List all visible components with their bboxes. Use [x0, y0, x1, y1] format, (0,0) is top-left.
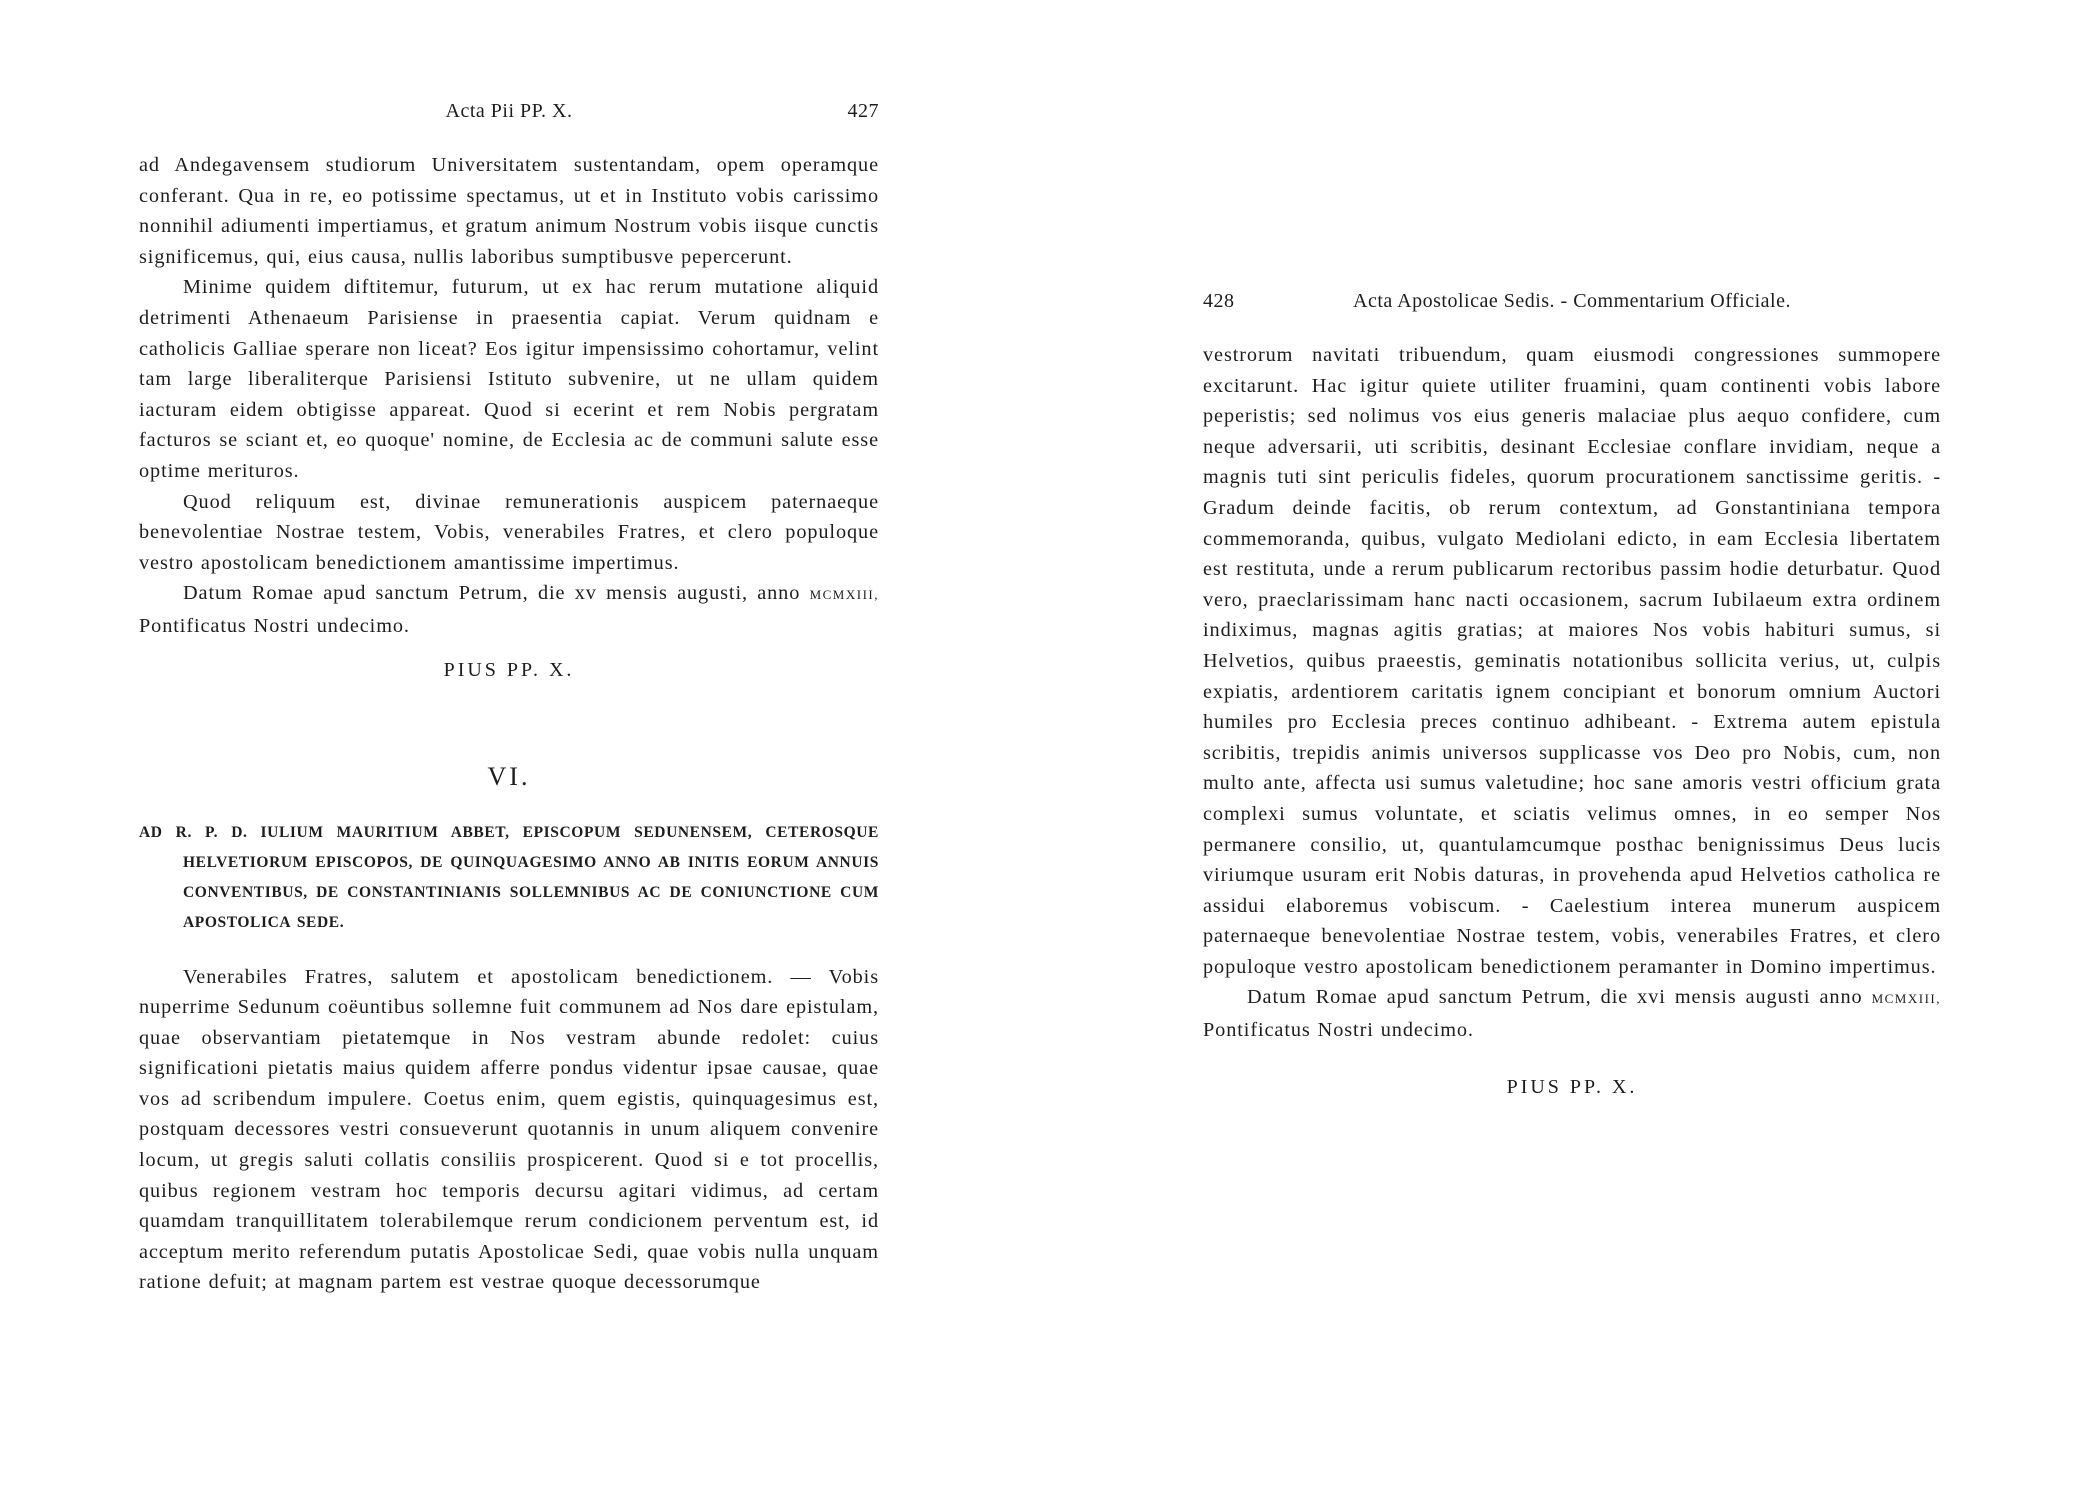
right-running-title: Acta Apostolicae Sedis. - Commentarium Officiale. — [1353, 290, 1791, 312]
letter-text: Venerabiles Fratres, salutem et apostolicam benedictionem. — Vobis nuperrime Sedunum coëuntibus sollemne fuit communem ad Nos dare epistulam, quae observantiam pietatemque in Nos vestram abunde redolet: cuius significationi pietatis maius quidem afferre pondus videntur ipsae causae, quae vos ad scribendum impulere. Coetus enim, quem egistis, quinquagesimus est, postquam decessores vestri consueverunt quotannis in unum aliquem convenire locum, ut gregis saluti collatis consiliis prospicerent. Quod si e tot procellis, quibus regionem vestram hoc temporis decursu agitari vidimus, ad certam quamdam tranquillitatem tolerabilemque rerum condicionem perventum est, id acceptum merito referendum putatis Apostolicae Sedi, quae vobis nulla unquam ratione defuit; at magnam partem est vestrae quoque decessorumque — [139, 965, 879, 1294]
left-paragraph-2: Minime quidem diftitemur, futurum, ut ex hac rerum mutatione aliquid detrimenti Athenaeum Parisiense in praesentia capiat. Verum quidnam e catholicis Galliae sperare non liceat? Eos igitur impensissimo cohortamur, velint tam large liberaliterque Parisiensi Istituto subvenire, ut ne ullam quidem iacturam eidem obtigisse appareat. Quod si ecerint et rem Nobis pergratam facturos se sciant et, eo quoque' nomine, de Ecclesia ac de communi salute esse optime merituros. — [139, 276, 879, 482]
right-page-number: 428 — [1203, 290, 1235, 312]
left-signature: PIUS PP. X. — [443, 658, 575, 681]
left-page — [139, 100, 879, 1298]
left-datum-text: Datum Romae apud sanctum Petrum, die xv mensis augusti, anno — [183, 582, 801, 605]
right-datum-text: Datum Romae apud sanctum Petrum, die xvi mensis augusti anno — [1247, 986, 1863, 1009]
right-running-head — [1203, 290, 1941, 320]
left-paragraph-3: Quod reliquum est, divinae remunerationis auspicem paternaeque benevolentiae Nostrae testem, Vobis, venerabiles Fratres, et clero populoque vestro apostolicam benedictionem amantissime impertimus. — [139, 490, 879, 574]
right-page — [1203, 290, 1941, 1099]
left-running-title: Acta Pii PP. X. — [445, 100, 573, 122]
left-datum-rest: Pontificatus Nostri undecimo. — [139, 614, 410, 637]
right-datum-rest: Pontificatus Nostri undecimo. — [1203, 1019, 1474, 1042]
right-paragraph-1: vestrorum navitati tribuendum, quam eiusmodi congressiones summopere excitarunt. Hac igitur quiete utiliter fruamini, quam continenti vobis labore peperistis; sed nolimus vos eius generis malaciae plus aequo confidere, cum neque adversarii, uti scribitis, desinant Ecclesiae conflare invidiam, neque a magnis tuti sint periculis fideles, quorum procurationem sanctissime geritis. - Gradum deinde facitis, ob rerum contextum, ad Gonstantiniana tempora commemoranda, quibus, vulgato Mediolani edicto, in eam Ecclesia libertatem est restituta, unde a rerum publicarum rectoribus passim hodie deturbatur. Quod vero, praeclarissimam hanc nacti occasionem, sacrum Iubilaeum extra ordinem indiximus, magnas agitis gratias; at maiores Nos vobis habituri sumus, si Helvetios, quibus praeestis, geminatis notationibus sollicita verius, ut, culpis expiatis, ardentiorem caritatis ignem concipiant et bonorum omnium Auctori humiles pro Ecclesia preces continuo adhibeant. - Extrema autem epistula scribitis, trepidis animis universos supplicasse vos Deo pro Nobis, cum, non multo ante, affecta usi sumus valetudine; hoc sane amoris vestri officium grata complexi sumus voluntate, et sciatis velimus omnes, in eo semper Nos permanere consilio, ut, quantulamcumque posthac benignissimus Deus lucis viriumque usuram erit Nobis daturas, in provehenda apud Helvetios catholica re assidui elaboremus vobiscum. - Caelestium interea munerum auspicem paternaeque benevolentiae Nostrae testem, vobis, venerabiles Fratres, et clero populoque vestro apostolicam benedictionem peramanter in Domino impertimus. — [1203, 344, 1941, 978]
right-datum — [1203, 982, 1941, 1045]
left-running-head — [139, 100, 879, 130]
section-number: VI. — [487, 761, 531, 791]
document-heading: AD R. P. D. IULIUM MAURITIUM ABBET, EPISCOPUM SEDUNENSEM, CETEROSQUE HELVETIORUM EPISCOPOS, DE QUINQUAGESIMO ANNO AB INITIS EORUM ANNUIS CONVENTIBUS, DE CONSTANTINIANIS SOLLEMNIBUS AC DE CONIUNCTIONE CUM APOSTOLICA SEDE. — [139, 823, 879, 931]
left-datum-year: MCMXIII, — [809, 587, 879, 603]
left-page-number: 427 — [847, 100, 879, 122]
right-datum-year: MCMXIII, — [1871, 991, 1941, 1007]
left-datum — [139, 578, 879, 641]
right-signature: PIUS PP. X. — [1506, 1075, 1638, 1098]
left-paragraph-1: ad Andegavensem studiorum Universitatem sustentandam, opem operamque conferant. Qua in re, eo potissime spectamus, ut et in Instituto vobis carissimo nonnihil adiumenti impertiamus, et gratum animum Nostrum vobis iisque cunctis significemus, qui, eius causa, nullis laboribus sumptibusve pepercerunt. — [139, 154, 879, 268]
